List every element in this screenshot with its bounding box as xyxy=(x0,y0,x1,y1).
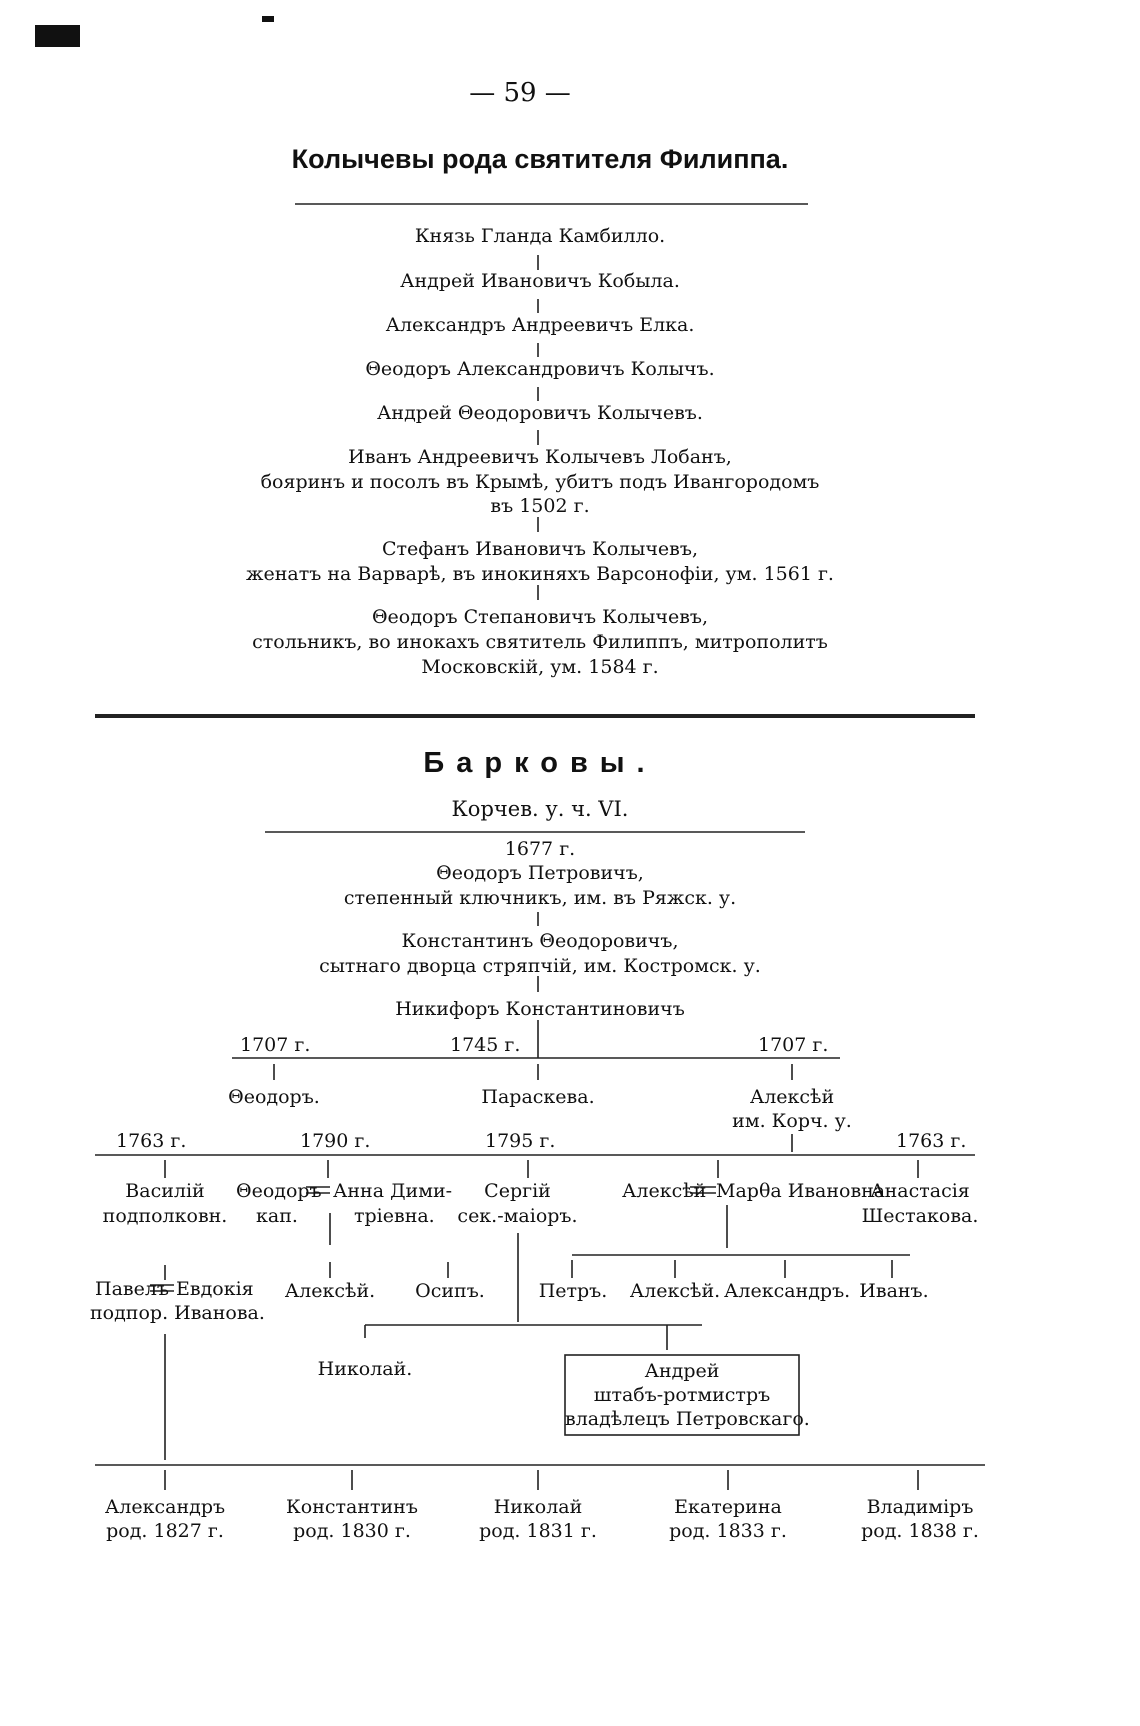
person-aleksandr-elka: Александръ Андреевичъ Елка. xyxy=(385,314,695,336)
person-paraskeva: Параскева. xyxy=(481,1086,595,1108)
person-vasiliy: Василій xyxy=(125,1180,205,1202)
person-nikifor: Никифоръ Константиновичъ xyxy=(395,998,685,1020)
gen2-year-mid: 1745 г. xyxy=(450,1034,521,1056)
source-reference: Корчев. у. ч. VI. xyxy=(451,797,629,821)
gen3-year-3: 1795 г. xyxy=(485,1130,556,1152)
person-andrei-kolychev: Андрей Θеодоровичъ Колычевъ. xyxy=(377,402,703,424)
person-konstantin-gen6-born: род. 1830 г. xyxy=(293,1520,411,1542)
person-feodor-kolych: Θеодоръ Александровичъ Колычъ. xyxy=(365,358,715,380)
person-andrei-kobyla: Андрей Ивановичъ Кобыла. xyxy=(400,270,680,292)
person-sergiy-rank: сек.-маіоръ. xyxy=(457,1205,578,1227)
person-petr: Петръ. xyxy=(538,1280,608,1302)
gen3-year-1: 1763 г. xyxy=(116,1130,187,1152)
person-aleksei-gen2-note: им. Корч. у. xyxy=(732,1110,852,1132)
person-ivan-loban: Иванъ Андреевичъ Колычевъ Лобанъ, xyxy=(348,446,732,468)
person-aleksandr-gen6: Александръ xyxy=(104,1496,226,1518)
person-glanda: Князь Гланда Камбилло. xyxy=(414,225,666,247)
person-nikolai-gen5: Николай. xyxy=(317,1358,413,1380)
gen2-year-left: 1707 г. xyxy=(240,1034,311,1056)
person-evdokia: Евдокія xyxy=(176,1278,254,1300)
gen3-year-2: 1790 г. xyxy=(300,1130,371,1152)
person-feodor-philipp-note: стольникъ, во инокахъ святитель Филиппъ, митрополитъ xyxy=(252,631,828,653)
person-anastasia: Анастасія xyxy=(870,1180,970,1202)
person-aleksandr-gen6-born: род. 1827 г. xyxy=(106,1520,224,1542)
person-konstantin-feodorovich: Константинъ Θеодоровичъ, xyxy=(401,930,679,952)
person-vladimir-born: род. 1838 г. xyxy=(861,1520,979,1542)
person-anastasia-surname: Шестакова. xyxy=(861,1205,979,1227)
person-feodor-gen3-rank: кап. xyxy=(256,1205,298,1227)
person-nikolai-gen6-born: род. 1831 г. xyxy=(479,1520,597,1542)
section-title-kolychev: Колычевы рода святителя Филиппа. xyxy=(291,144,789,174)
section-title-barkov: Барковы. xyxy=(423,747,657,779)
person-andrei: Андрей xyxy=(644,1360,720,1382)
person-feodor-petrovich-note: степенный ключникъ, им. въ Ряжск. у. xyxy=(343,887,737,909)
person-pavel: Павелъ xyxy=(95,1278,169,1300)
person-aleksei-gen4a: Алексѣй. xyxy=(284,1280,376,1302)
person-ekaterina: Екатерина xyxy=(674,1496,782,1518)
person-vladimir: Владиміръ xyxy=(866,1496,974,1518)
page-number: — 59 — xyxy=(469,78,571,108)
person-konstantin-gen6: Константинъ xyxy=(286,1496,418,1518)
person-konstantin-feodorovich-note: сытнаго дворца стряпчій, им. Костромск. у. xyxy=(319,955,761,977)
person-andrei-rank: штабъ-ротмистръ xyxy=(593,1384,771,1406)
person-osip: Осипъ. xyxy=(415,1280,485,1302)
person-aleksei-gen2: Алексѣй xyxy=(749,1086,835,1108)
person-feodor-philipp-note2: Московскій, ум. 1584 г. xyxy=(421,656,659,678)
person-nikolai-gen6: Николай xyxy=(493,1496,583,1518)
person-aleksandr-gen4: Александръ. xyxy=(724,1280,851,1302)
person-stefan-note: женатъ на Варварѣ, въ инокиняхъ Варсонофіи, ум. 1561 г. xyxy=(246,563,834,585)
gen2-year-right: 1707 г. xyxy=(758,1034,829,1056)
person-vasiliy-rank: подполковн. xyxy=(102,1205,228,1227)
person-feodor-philipp: Θеодоръ Степановичъ Колычевъ, xyxy=(371,606,709,628)
person-pavel-note: подпор. Иванова. xyxy=(90,1302,265,1324)
gen3-year-4: 1763 г. xyxy=(896,1130,967,1152)
person-sergiy: Сергій xyxy=(484,1180,551,1202)
person-feodor-gen2: Θеодоръ. xyxy=(228,1086,320,1108)
person-ivan-loban-year: въ 1502 г. xyxy=(490,495,590,517)
person-anna: Анна Дими- xyxy=(333,1180,453,1202)
person-ivan-loban-note: бояринъ и посолъ въ Крымѣ, убитъ подъ Ивангородомъ xyxy=(260,471,820,493)
person-aleksei-gen4b: Алексѣй. xyxy=(629,1280,721,1302)
year-1677: 1677 г. xyxy=(504,838,576,860)
person-marfa: Марθа Ивановна xyxy=(716,1180,886,1202)
person-anna-cont: тріевна. xyxy=(354,1205,435,1227)
person-ivan-gen4: Иванъ. xyxy=(859,1280,929,1302)
person-andrei-owner: владѣлецъ Петровскаго. xyxy=(565,1408,810,1430)
person-aleksei-gen3: Алексѣй xyxy=(622,1180,707,1202)
person-feodor-gen3: Θеодоръ xyxy=(236,1180,322,1202)
person-stefan: Стефанъ Ивановичъ Колычевъ, xyxy=(382,538,698,560)
person-feodor-petrovich: Θеодоръ Петровичъ, xyxy=(436,862,644,884)
person-ekaterina-born: род. 1833 г. xyxy=(669,1520,787,1542)
